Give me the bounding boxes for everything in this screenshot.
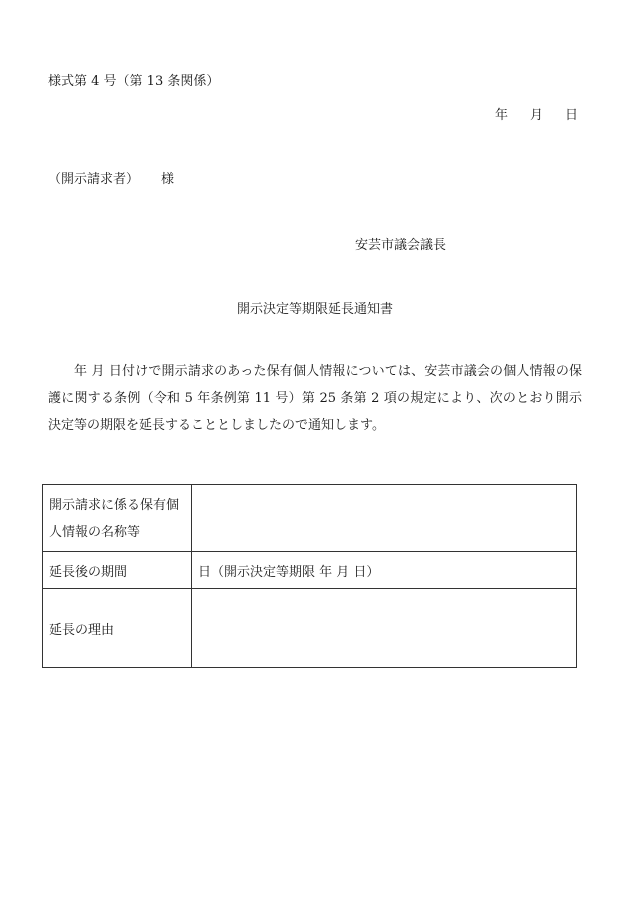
table-value-info-name [192,485,577,552]
recipient-label: （開示請求者） [48,172,140,187]
table-label-line: 人情報の名称等 [49,525,141,540]
body-paragraph: 年 月 日付けで開示請求のあった保有個人情報については、安芸市議会の個人情報の保護に関する条例（令和 5 年条例第 11 号）第 25 条第 2 項の規定により、次のとおり開示決定等の期限を延長することとしましたので通知します。 [48,364,582,433]
date-month: 月 [529,108,543,123]
table-label-period: 延長後の期間 [43,552,192,589]
info-table [42,484,577,668]
table-label-reason: 延長の理由 [43,589,192,668]
date-year: 年 [494,108,508,123]
table-value-reason [192,589,577,668]
recipient-honorific: 様 [161,172,175,187]
table-label-line: 開示請求に係る保有個 [49,498,180,513]
table-row [43,552,577,589]
document-title: 開示決定等期限延長通知書 [236,302,393,317]
table-value-period: 日（開示決定等期限 年 月 日） [192,552,577,589]
issuer: 安芸市議会議長 [355,238,447,253]
recipient-line [48,168,174,187]
form-number: 様式第 4 号（第 13 条関係） [48,74,220,89]
table-row [43,485,577,552]
date-day: 日 [564,108,578,123]
table-row [43,589,577,668]
table-label-info-name [43,485,192,552]
date-line [495,104,578,123]
